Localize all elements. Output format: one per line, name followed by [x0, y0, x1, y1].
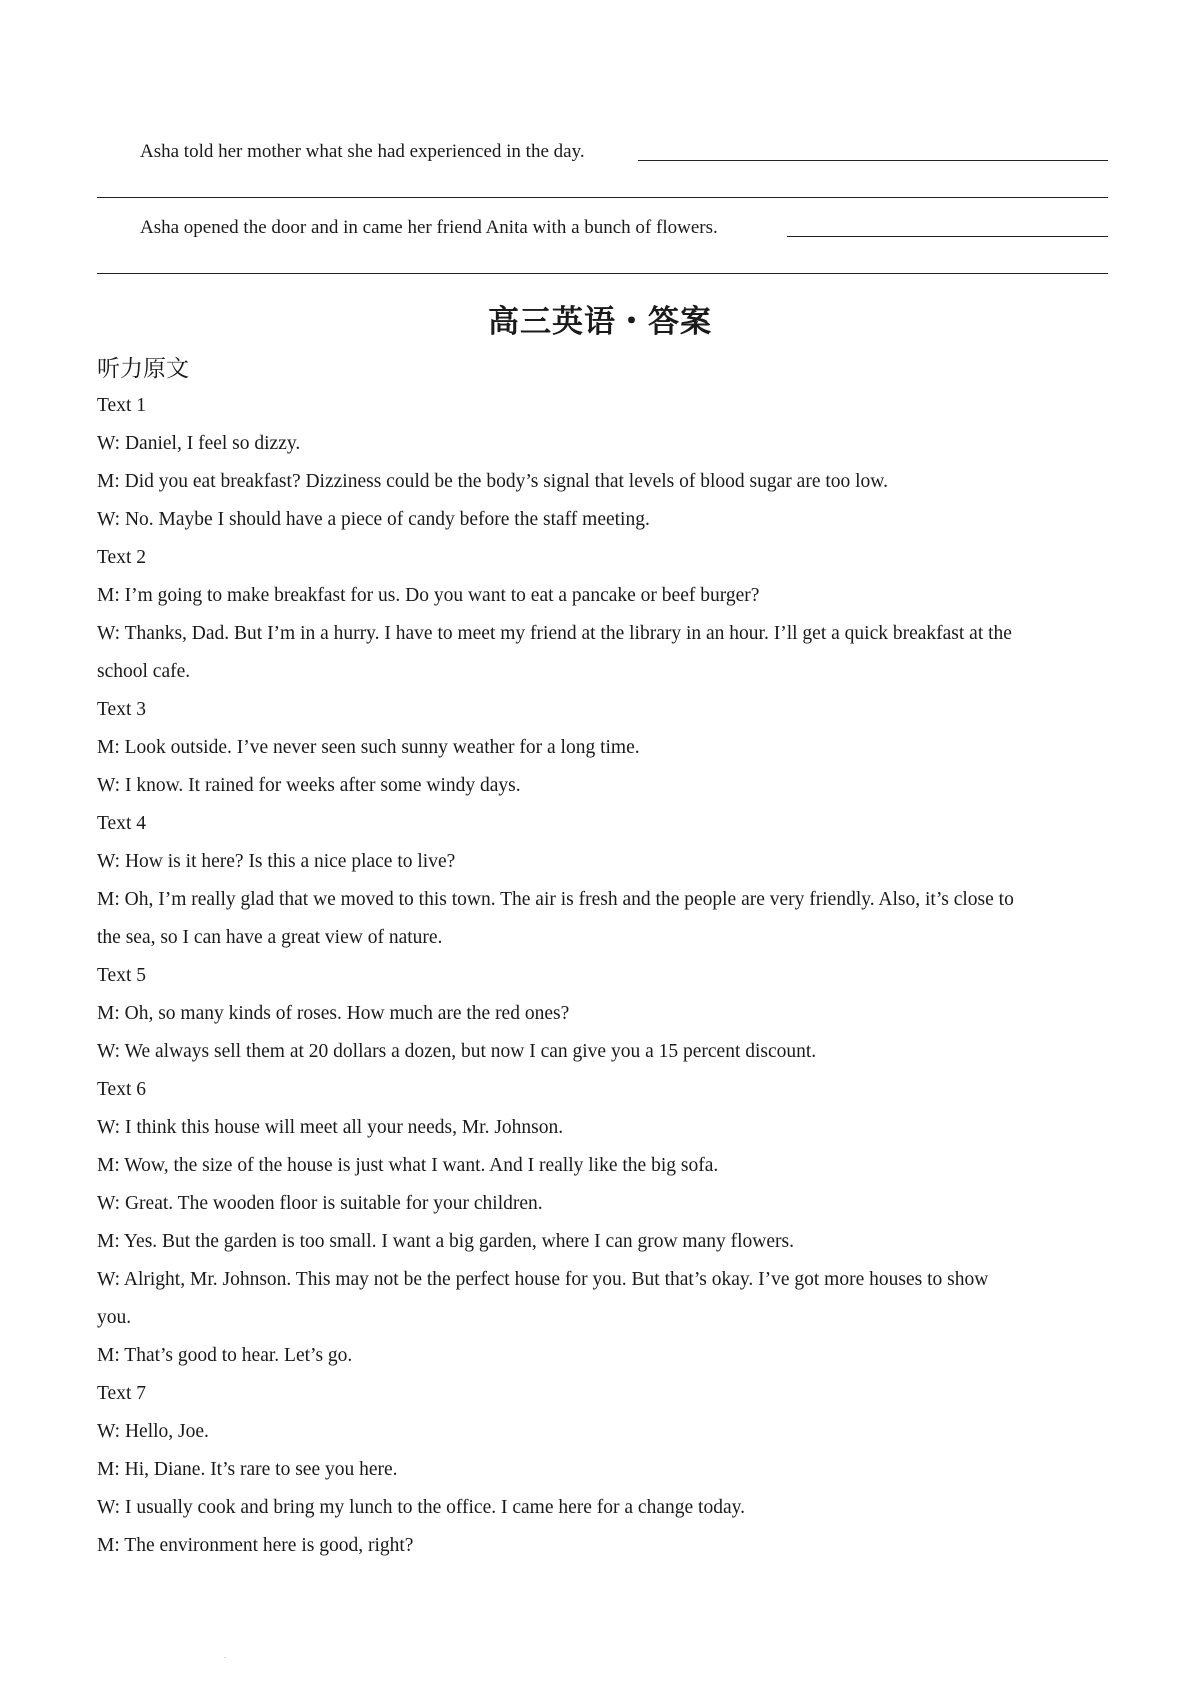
- answer-blank-2b[interactable]: [97, 273, 1108, 274]
- transcript-line: M: Did you eat breakfast? Dizziness could be the body’s signal that levels of blood sugar are too low.: [97, 471, 888, 492]
- transcript-line: M: Look outside. I’ve never seen such sunny weather for a long time.: [97, 737, 640, 758]
- transcript-line: W: Alright, Mr. Johnson. This may not be the perfect house for you. But that’s okay. I’ve got more houses to show: [97, 1269, 989, 1290]
- transcript-line: M: Hi, Diane. It’s rare to see you here.: [97, 1459, 398, 1480]
- transcript-line: W: No. Maybe I should have a piece of candy before the staff meeting.: [97, 509, 650, 530]
- transcript-line: Text 5: [97, 965, 146, 986]
- transcript-line: W: I usually cook and bring my lunch to the office. I came here for a change today.: [97, 1497, 745, 1518]
- transcript-line: W: We always sell them at 20 dollars a dozen, but now I can give you a 15 percent discount.: [97, 1041, 817, 1062]
- transcript-line: W: Great. The wooden floor is suitable for your children.: [97, 1193, 543, 1214]
- transcript-line: W: How is it here? Is this a nice place to live?: [97, 851, 456, 872]
- transcript-line: Text 7: [97, 1383, 146, 1404]
- answer-blank-1a[interactable]: [638, 160, 1108, 161]
- transcript-line: W: I know. It rained for weeks after some windy days.: [97, 775, 521, 796]
- transcript-line: M: Oh, so many kinds of roses. How much are the red ones?: [97, 1003, 570, 1024]
- answer-section-title: 高三英语・答案: [488, 304, 712, 340]
- writing-sentence-1: Asha told her mother what she had experienced in the day.: [140, 141, 585, 162]
- transcript-line: the sea, so I can have a great view of nature.: [97, 927, 443, 948]
- transcript-line: school cafe.: [97, 661, 191, 682]
- page-footer-mark: .: [224, 1651, 226, 1660]
- writing-sentence-2: Asha opened the door and in came her friend Anita with a bunch of flowers.: [140, 217, 718, 238]
- transcript-line: M: Yes. But the garden is too small. I want a big garden, where I can grow many flowers.: [97, 1231, 794, 1252]
- transcript-line: Text 6: [97, 1079, 146, 1100]
- transcript-line: Text 4: [97, 813, 146, 834]
- listening-transcript-heading: 听力原文: [97, 356, 189, 382]
- transcript-line: Text 2: [97, 547, 146, 568]
- answer-blank-2a[interactable]: [787, 236, 1108, 237]
- transcript-line: M: The environment here is good, right?: [97, 1535, 414, 1556]
- transcript-line: M: That’s good to hear. Let’s go.: [97, 1345, 353, 1366]
- transcript-line: W: I think this house will meet all your needs, Mr. Johnson.: [97, 1117, 564, 1138]
- transcript-line: M: Oh, I’m really glad that we moved to this town. The air is fresh and the people are very friendly. Also, it’s close to: [97, 889, 1014, 910]
- listening-transcript: [97, 387, 1107, 1565]
- transcript-line: W: Thanks, Dad. But I’m in a hurry. I have to meet my friend at the library in an hour. I’ll get a quick breakfast at the: [97, 623, 1012, 644]
- transcript-line: W: Daniel, I feel so dizzy.: [97, 433, 301, 454]
- transcript-line: Text 3: [97, 699, 146, 720]
- transcript-line: W: Hello, Joe.: [97, 1421, 209, 1442]
- transcript-line: M: I’m going to make breakfast for us. Do you want to eat a pancake or beef burger?: [97, 585, 760, 606]
- transcript-line: M: Wow, the size of the house is just what I want. And I really like the big sofa.: [97, 1155, 719, 1176]
- transcript-line: Text 1: [97, 395, 146, 416]
- transcript-line: you.: [97, 1307, 132, 1328]
- answer-blank-1b[interactable]: [97, 197, 1108, 198]
